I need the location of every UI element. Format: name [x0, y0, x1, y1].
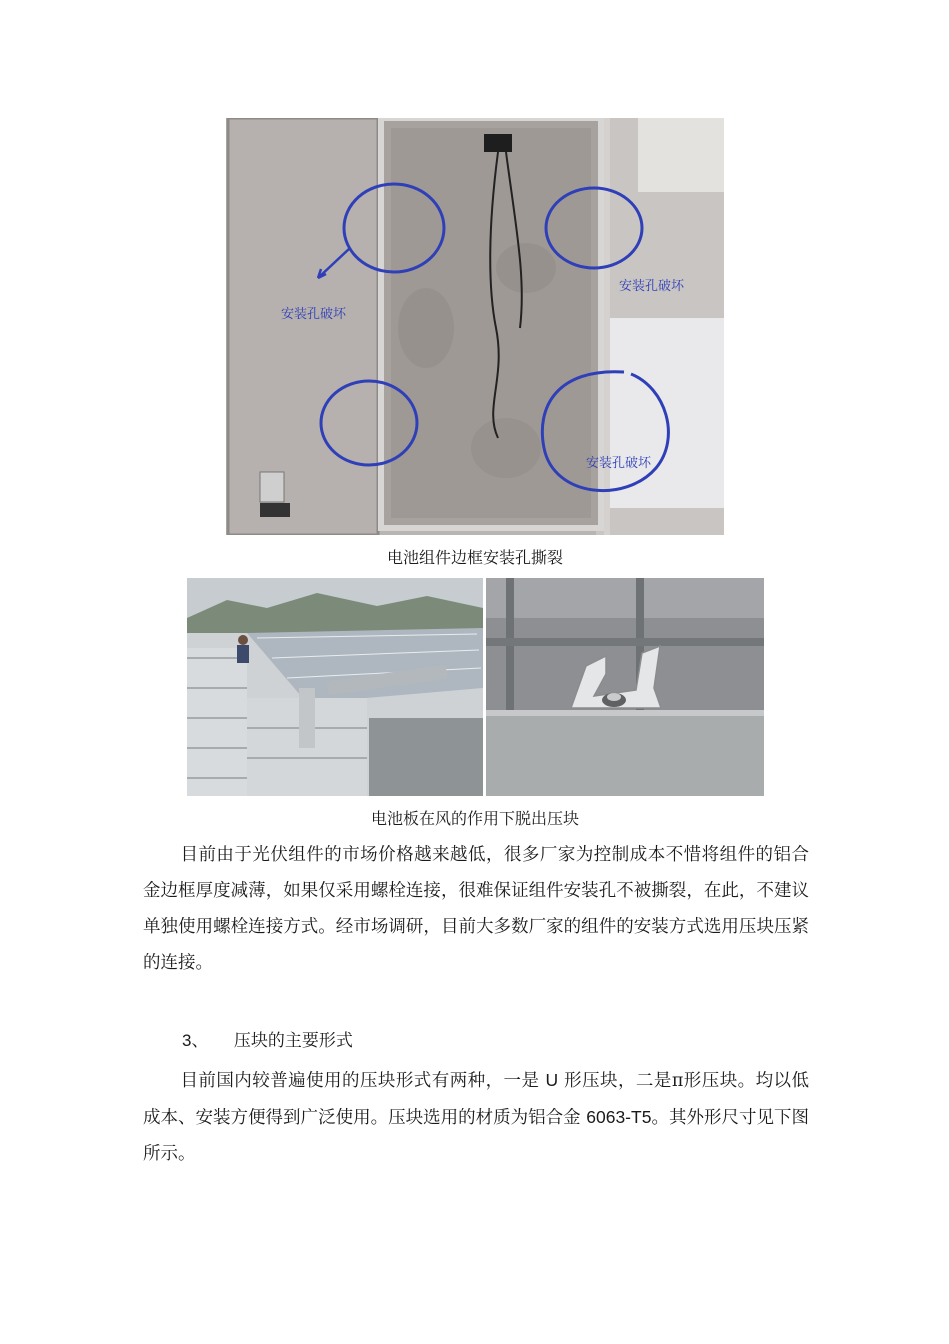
- section-heading: [182, 1026, 353, 1051]
- annotation-label-left: 安装孔破坏: [281, 307, 347, 322]
- paragraph-2: [143, 1062, 809, 1172]
- paragraph-1-text: 目前由于光伏组件的市场价格越来越低，很多厂家为控制成本不惜将组件的铝合金边框厚度减薄，如果仅采用螺栓连接，很难保证组件安装孔不被撕裂，在此，不建议单独使用螺栓连接方式。经市场调研，目前大多数厂家的组件的安装方式选用压块压紧的连接。: [143, 845, 809, 973]
- paragraph-2-part1: 目前国内较普遍使用的压块形式有两种，一是: [180, 1071, 540, 1091]
- paragraph-2-part3: 形压块。均以低成本、安装方便得到广泛使用。压块选用的材质为铝合金: [143, 1071, 809, 1128]
- paragraph-2-u: U: [545, 1070, 559, 1090]
- annotation-label-bottom: 安装孔破坏: [586, 456, 652, 471]
- paragraph-2-material: 6063-T5: [586, 1107, 652, 1127]
- paragraph-2-part4: 。其外形尺寸见下图所示。: [143, 1108, 809, 1164]
- figure2-caption: 电池板在风的作用下脱出压块: [370, 809, 579, 828]
- panel-back-photo: [226, 118, 724, 535]
- paragraph-2-part2: 形压块，二是: [564, 1071, 672, 1091]
- paragraph-2-pi: π: [671, 1071, 684, 1091]
- pressure-block-photo: [486, 578, 764, 796]
- paragraph-1: [143, 837, 809, 981]
- figure1-caption: 电池组件边框安装孔撕裂: [386, 548, 563, 567]
- rooftop-array-photo: [187, 578, 483, 796]
- annotation-label-right: 安装孔破坏: [619, 279, 685, 294]
- section-title: 压块的主要形式: [233, 1031, 353, 1051]
- section-number: 3、: [182, 1031, 209, 1050]
